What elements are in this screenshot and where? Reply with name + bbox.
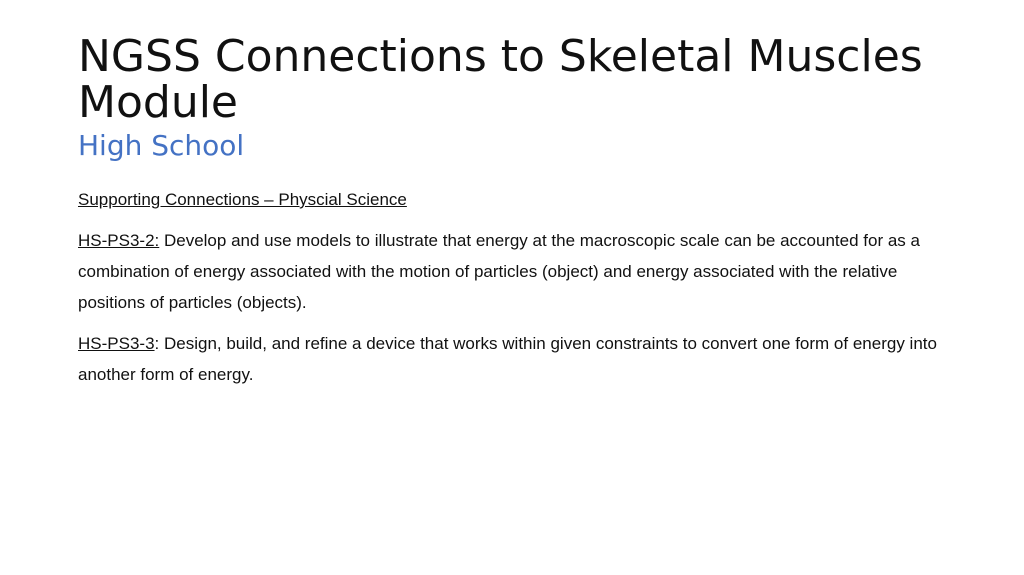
standard-paragraph [78,328,958,390]
standard-text: Develop and use models to illustrate that energy at the macroscopic scale can be accounted for as a combination of energy associated with the motion of particles (object) and energy associated with the relative positions of particles (objects). [78,231,920,312]
slide-subtitle: High School [78,129,245,162]
standard-text: : Design, build, and refine a device that works within given constraints to convert one form of energy into another form of energy. [78,334,937,384]
slide-body [78,184,958,400]
slide-title: NGSS Connections to Skeletal Muscles Module [78,31,923,128]
standard-code: HS-PS3-2: [78,231,160,250]
section-heading: Supporting Connections – Physcial Science [78,190,407,209]
standard-code: HS-PS3-3 [78,334,155,353]
section-heading-paragraph [78,184,958,215]
standard-paragraph [78,225,958,318]
